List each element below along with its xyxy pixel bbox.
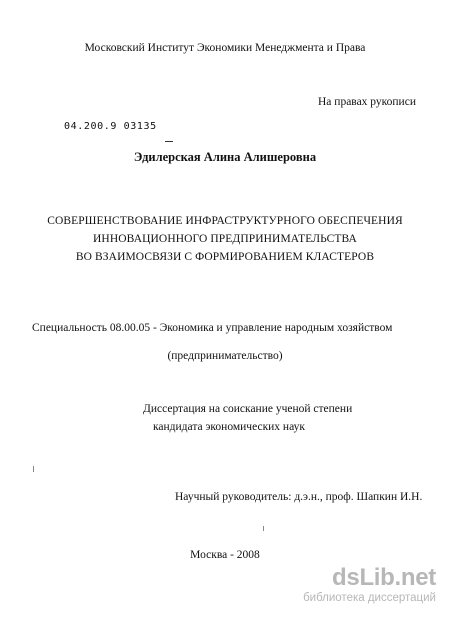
title-line-2: ИННОВАЦИОННОГО ПРЕДПРИНИМАТЕЛЬСТВА bbox=[93, 233, 357, 245]
library-stamp-number: 04.200.9 03135 bbox=[64, 121, 157, 132]
scan-speck bbox=[33, 466, 34, 472]
watermark bbox=[300, 564, 448, 610]
watermark-subtitle: библиотека диссертаций bbox=[303, 592, 436, 604]
stamp-mark bbox=[165, 141, 173, 142]
title-line-3: ВО ВЗАИМОСВЯЗИ С ФОРМИРОВАНИЕМ КЛАСТЕРОВ bbox=[75, 251, 375, 263]
institution-name: Московский Институт Экономики Менеджмента и Права bbox=[84, 42, 366, 54]
supervisor-line: Научный руководитель: д.э.н., проф. Шапкин И.Н. bbox=[175, 491, 423, 503]
degree-line-2: кандидата экономических наук bbox=[153, 421, 305, 433]
city-year: Москва - 2008 bbox=[190, 549, 260, 561]
title-line-1: СОВЕРШЕНСТВОВАНИЕ ИНФРАСТРУКТУРНОГО ОБЕСПЕЧЕНИЯ bbox=[47, 215, 403, 227]
watermark-logo: dsLib.net bbox=[332, 564, 436, 591]
author-name: Эдилерская Алина Алишеровна bbox=[133, 150, 317, 164]
specialty-sub: (предпринимательство) bbox=[167, 350, 283, 362]
scan-speck bbox=[263, 526, 264, 531]
rights-note: На правах рукописи bbox=[318, 96, 416, 108]
specialty-line: Специальность 08.00.05 - Экономика и управление народным хозяйством bbox=[32, 322, 393, 334]
degree-line-1: Диссертация на соискание ученой степени bbox=[143, 403, 353, 415]
